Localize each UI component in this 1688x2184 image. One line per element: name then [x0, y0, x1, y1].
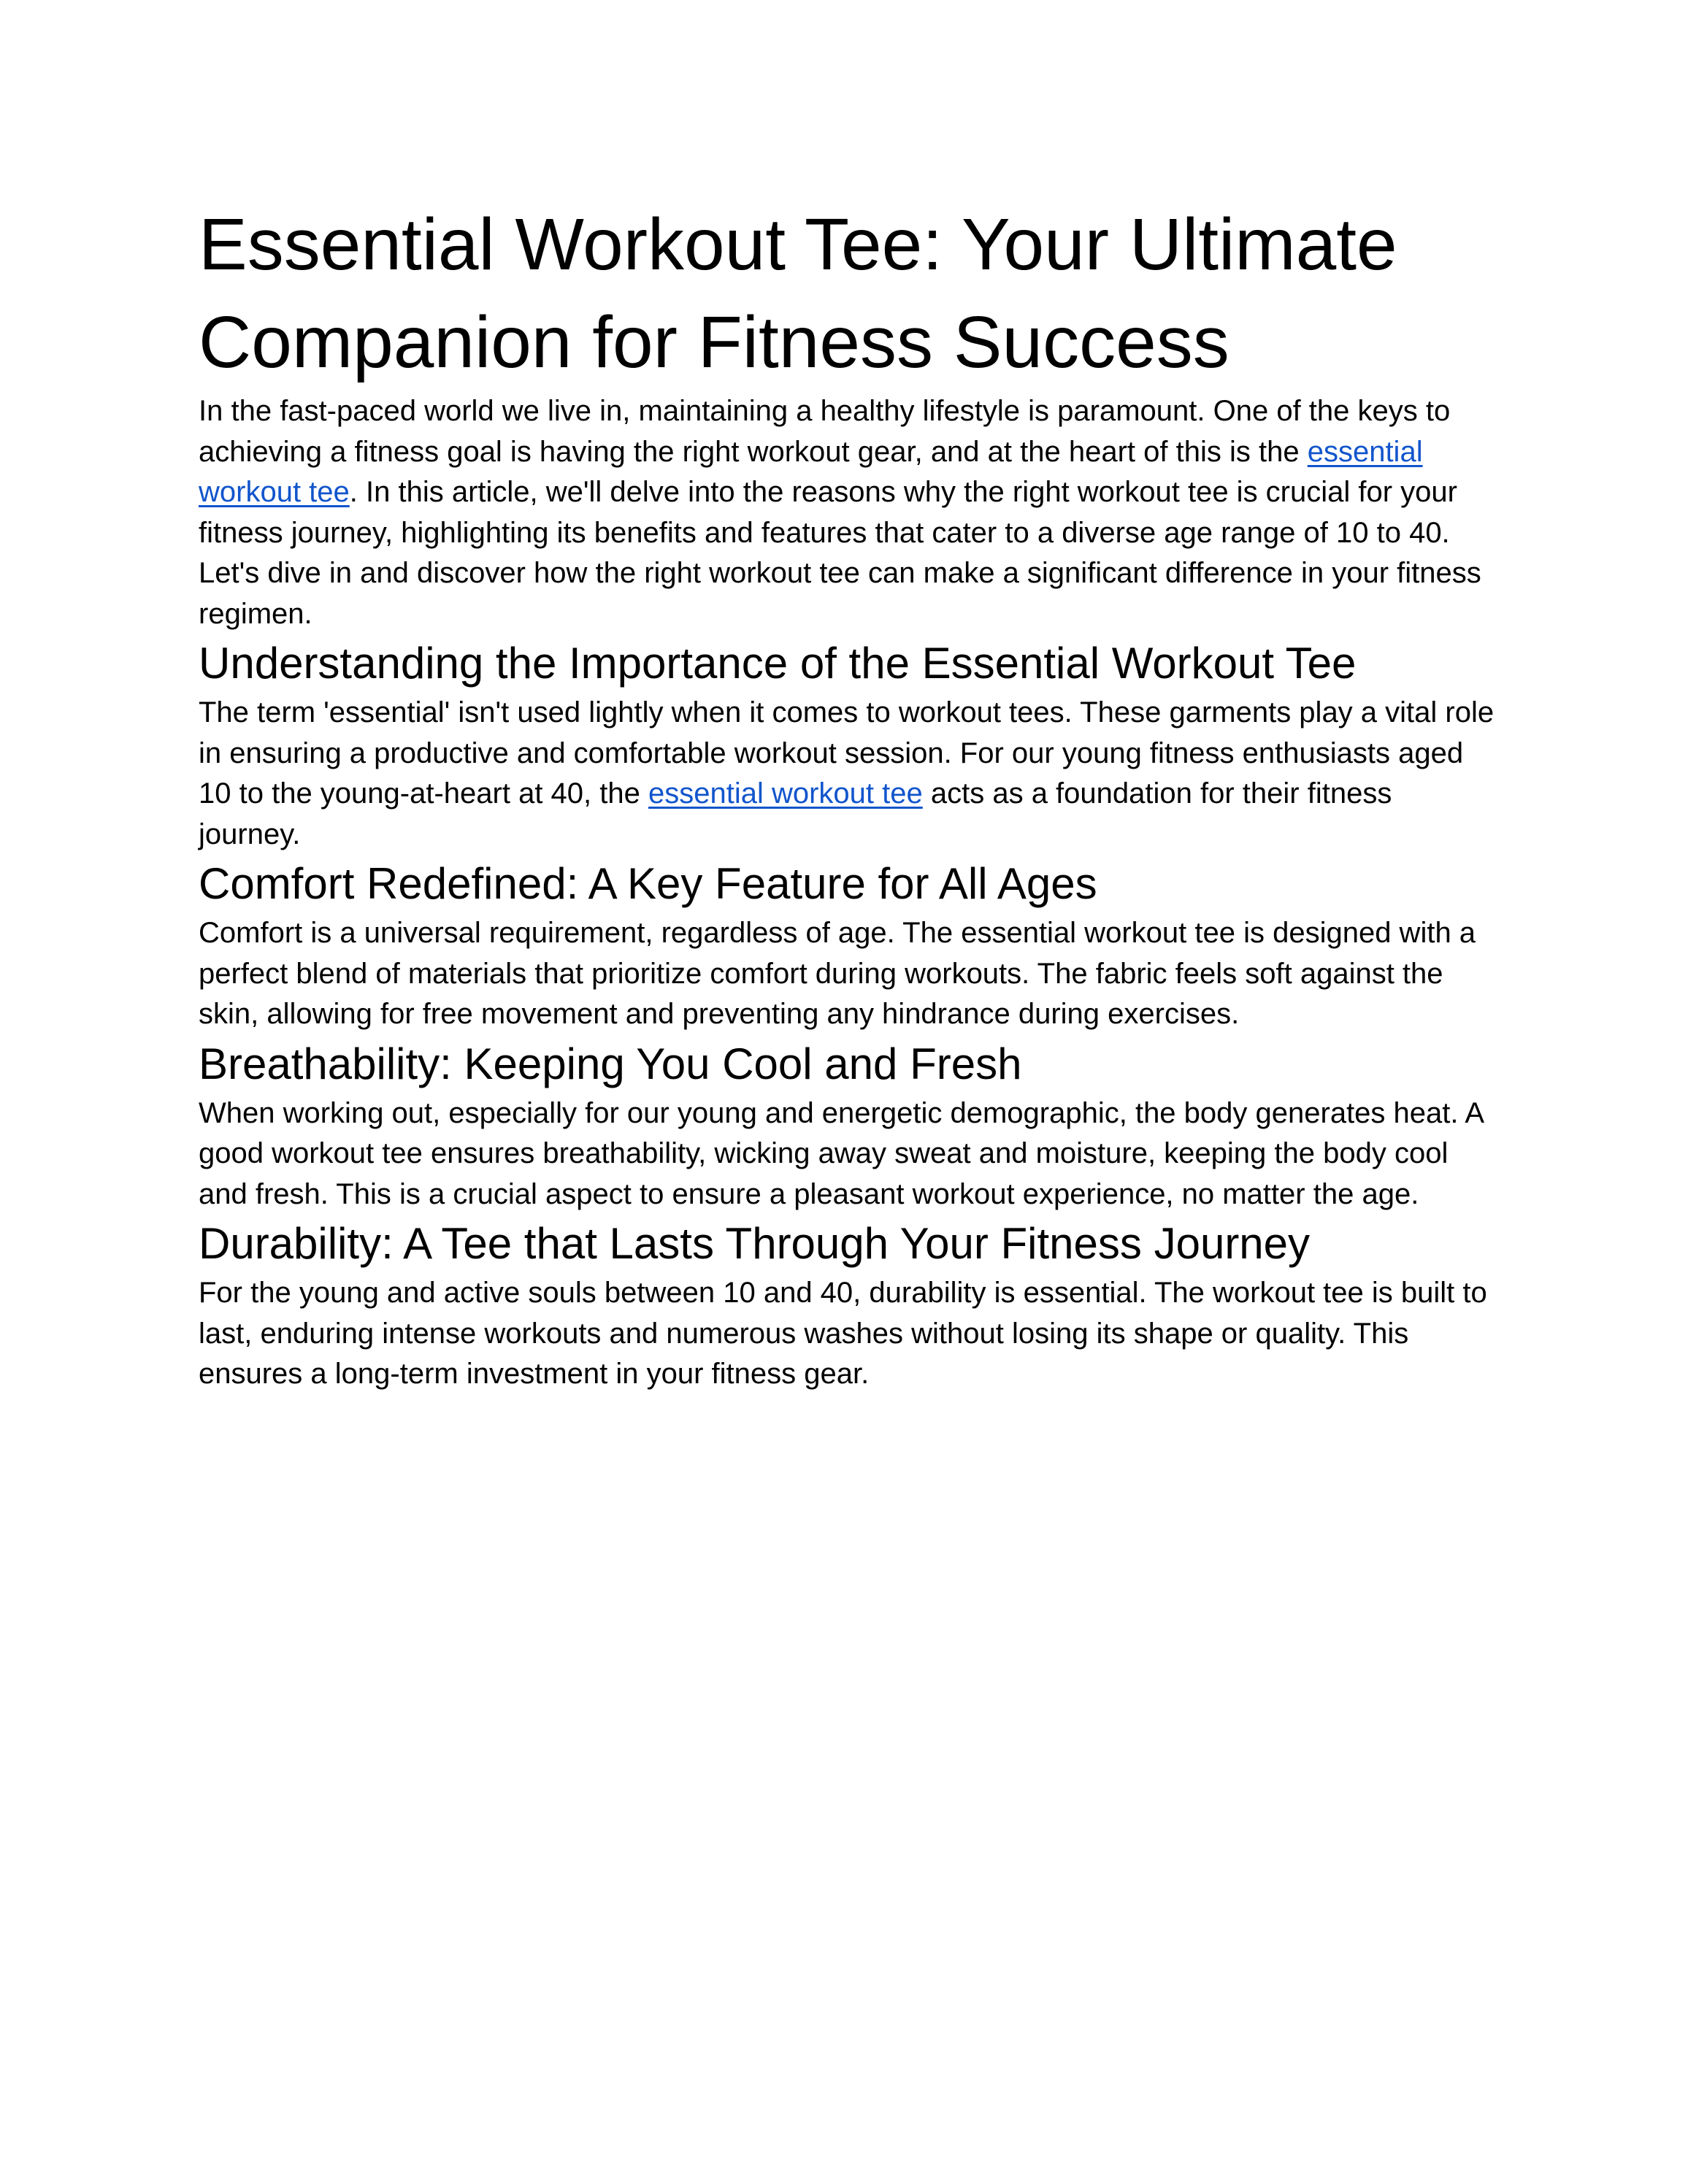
importance-text-before-link: The term 'essential' isn't used lightly when it comes to workout tees. These garments play a vital role in ensuring a productive and comfortable workout session. For our young fitness enthusiasts aged 10 to the young-at-heart at 40, the	[199, 696, 1495, 810]
section-heading-importance: Understanding the Importance of the Essential Workout Tee	[199, 639, 1357, 688]
document-body	[199, 196, 1498, 1395]
page-title: Essential Workout Tee: Your Ultimate Companion for Fitness Success	[199, 204, 1397, 383]
intro-paragraph	[199, 391, 1498, 634]
section-paragraph-breathability: When working out, especially for our young and energetic demographic, the body generates heat. A good workout tee ensures breathability, wicking away sweat and moisture, keeping the body cool and fresh. This is a crucial aspect to ensure a pleasant workout experience, no matter the age.	[199, 1096, 1483, 1210]
essential-workout-tee-link-2[interactable]: essential workout tee	[648, 777, 923, 810]
section-heading-durability: Durability: A Tee that Lasts Through Your Fitness Journey	[199, 1219, 1311, 1268]
intro-text-before-link: In the fast-paced world we live in, maintaining a healthy lifestyle is paramount. One of the keys to achieving a fitness goal is having the right workout gear, and at the heart of this is the	[199, 395, 1451, 468]
intro-text-after-link: . In this article, we'll delve into the reasons why the right workout tee is crucial for your fitness journey, highlighting its benefits and features that cater to a diverse age range of 10 to 40. Let's dive in and discover how the right workout tee can make a significant difference in your fitness regimen.	[199, 476, 1481, 630]
section-paragraph-importance	[199, 693, 1498, 855]
section-heading-breathability: Breathability: Keeping You Cool and Fresh	[199, 1039, 1022, 1088]
section-heading-comfort: Comfort Redefined: A Key Feature for All Ages	[199, 859, 1097, 908]
importance-text-after-link: acts as a foundation for their fitness journey.	[199, 777, 1392, 850]
essential-workout-tee-link[interactable]: essential workout tee	[199, 435, 1423, 508]
section-paragraph-comfort: Comfort is a universal requirement, regardless of age. The essential workout tee is designed with a perfect blend of materials that prioritize comfort during workouts. The fabric feels soft against the skin, allowing for free movement and preventing any hindrance during exercises.	[199, 917, 1476, 1030]
section-paragraph-durability: For the young and active souls between 10 and 40, durability is essential. The workout tee is built to last, enduring intense workouts and numerous washes without losing its shape or quality. This ensures a long-term investment in your fitness gear.	[199, 1277, 1487, 1390]
